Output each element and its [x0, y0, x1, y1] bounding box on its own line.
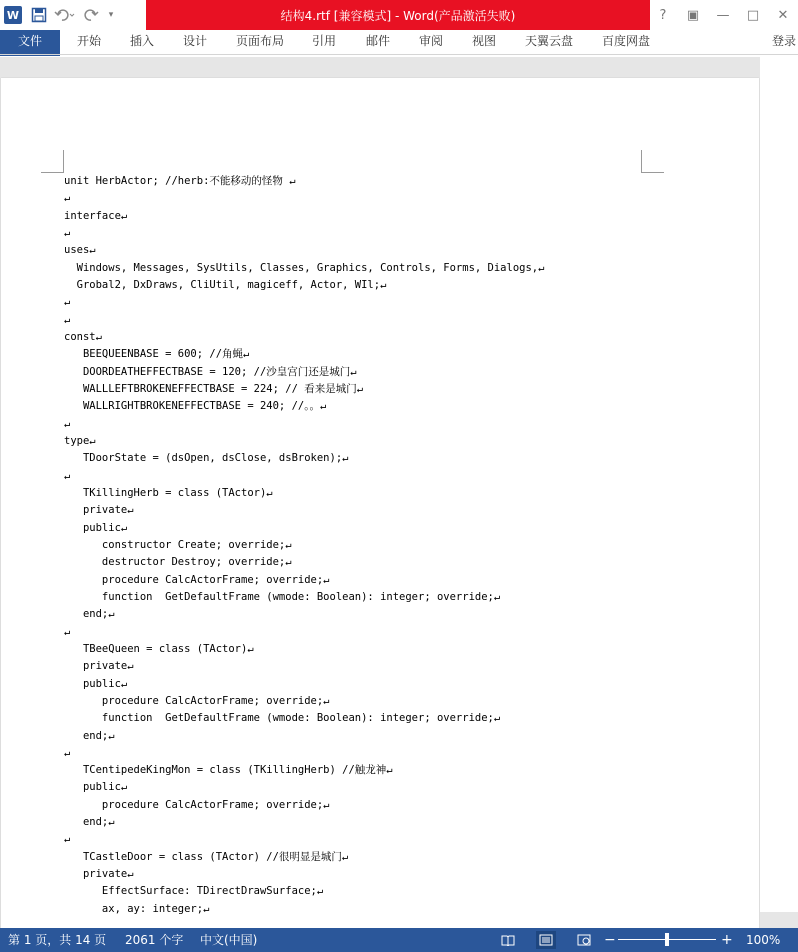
document-line[interactable]: unit HerbActor; //herb:不能移动的怪物 ↵ — [64, 175, 296, 187]
document-line[interactable]: ↵ — [64, 313, 71, 326]
document-line[interactable]: constructor Create; override;↵ — [64, 538, 292, 551]
document-line[interactable]: private↵ — [64, 868, 134, 881]
document-line[interactable]: TBeeQueen = class (TActor)↵ — [64, 642, 254, 655]
document-line[interactable]: procedure CalcActorFrame; override;↵ — [64, 798, 330, 811]
document-line[interactable]: TDoorState = (dsOpen, dsClose, dsBroken);↵ — [64, 452, 349, 465]
restore-button[interactable] — [738, 0, 768, 30]
minimize-icon: — — [716, 7, 730, 23]
tab-insert[interactable]: 插入 — [130, 34, 155, 48]
word-app-icon[interactable] — [0, 0, 26, 30]
document-line[interactable]: function GetDefaultFrame (wmode: Boolean): integer; override;↵ — [64, 590, 501, 603]
tab-references[interactable]: 引用 — [312, 34, 337, 48]
redo-icon — [83, 7, 99, 23]
ribbon-display-icon: ▣ — [686, 7, 700, 23]
document-line[interactable]: end;↵ — [64, 608, 115, 621]
undo-button[interactable] — [52, 0, 78, 30]
tab-baidu-netdisk[interactable]: 百度网盘 — [602, 34, 651, 48]
document-line[interactable]: ↵ — [64, 833, 71, 846]
document-line[interactable]: ↵ — [64, 417, 71, 430]
document-line[interactable]: Windows, Messages, SysUtils, Classes, Graphics, Controls, Forms, Dialogs,↵ — [64, 261, 545, 274]
language-indicator[interactable]: 中文(中国) — [200, 933, 258, 947]
tab-tianyi-cloud[interactable]: 天翼云盘 — [525, 34, 574, 48]
web-layout-icon — [577, 934, 591, 946]
redo-button[interactable] — [78, 0, 104, 30]
status-bar — [0, 928, 798, 952]
document-line[interactable]: ↵ — [64, 226, 71, 239]
ribbon-tabs — [0, 30, 798, 56]
document-line[interactable]: public↵ — [64, 781, 128, 794]
document-line[interactable]: TCentipedeKingMon = class (TKillingHerb) //触龙神↵ — [64, 764, 393, 777]
crop-mark-top-right — [641, 150, 664, 173]
document-line[interactable]: ↵ — [64, 296, 71, 309]
document-line[interactable]: function GetDefaultFrame (wmode: Boolean): integer; override;↵ — [64, 712, 501, 725]
window-title: 结构4.rtf [兼容模式] - Word(产品激活失败) — [146, 0, 650, 30]
web-layout-button[interactable] — [574, 931, 594, 949]
page-count[interactable]: 第 1 页，共 14 页 — [8, 933, 107, 947]
document-line[interactable]: BEEQUEENBASE = 600; //角蝇↵ — [64, 348, 250, 361]
read-mode-icon — [501, 934, 515, 946]
vertical-scrollbar[interactable] — [760, 57, 798, 912]
document-line[interactable]: public↵ — [64, 677, 128, 690]
document-line[interactable]: private↵ — [64, 504, 134, 517]
close-button[interactable] — [768, 0, 798, 30]
tab-page-layout[interactable]: 页面布局 — [236, 34, 285, 48]
document-line[interactable]: WALLRIGHTBROKENEFFECTBASE = 240; //。。↵ — [64, 400, 327, 413]
zoom-out-button[interactable]: − — [604, 932, 616, 948]
document-line[interactable]: TCastleDoor = class (TActor) //很明显是城门↵ — [64, 850, 349, 863]
undo-icon — [54, 7, 76, 23]
document-line[interactable]: ↵ — [64, 192, 71, 205]
customize-toolbar-button[interactable] — [104, 0, 118, 30]
document-line[interactable]: DOORDEATHEFFECTBASE = 120; //沙皇宫门还是城门↵ — [64, 365, 357, 378]
print-layout-icon — [539, 934, 553, 946]
close-icon: ✕ — [777, 7, 789, 23]
document-line[interactable]: public↵ — [64, 521, 128, 534]
zoom-in-button[interactable]: + — [721, 932, 733, 948]
read-mode-button[interactable] — [498, 931, 518, 949]
zoom-level[interactable]: 100% — [746, 933, 781, 947]
ribbon-divider — [0, 54, 798, 55]
tab-review[interactable]: 审阅 — [419, 34, 444, 48]
document-line[interactable]: Grobal2, DxDraws, CliUtil, magiceff, Actor, WIl;↵ — [64, 278, 387, 291]
zoom-slider-thumb[interactable] — [665, 933, 669, 946]
minimize-button[interactable] — [708, 0, 738, 30]
tab-design[interactable]: 设计 — [183, 34, 208, 48]
tab-file[interactable]: 文件 — [0, 30, 60, 56]
document-area[interactable] — [0, 57, 798, 928]
restore-icon: □ — [746, 7, 760, 23]
ribbon-display-button[interactable] — [678, 0, 708, 30]
document-line[interactable]: ↵ — [64, 469, 71, 482]
tab-home[interactable]: 开始 — [77, 34, 102, 48]
document-line[interactable]: procedure CalcActorFrame; override;↵ — [64, 694, 330, 707]
document-line[interactable]: WALLLEFTBROKENEFFECTBASE = 224; // 看来是城门↵ — [64, 382, 364, 395]
word-logo: W — [4, 6, 22, 24]
document-line[interactable]: ↵ — [64, 746, 71, 759]
print-layout-button[interactable] — [536, 931, 556, 949]
document-line[interactable]: end;↵ — [64, 729, 115, 742]
document-line[interactable]: EffectSurface: TDirectDrawSurface;↵ — [64, 885, 324, 898]
document-text[interactable] — [1, 173, 759, 918]
document-line[interactable]: destructor Destroy; override;↵ — [64, 556, 292, 569]
help-button[interactable] — [648, 0, 678, 30]
document-line[interactable]: interface↵ — [64, 209, 128, 222]
save-icon — [31, 7, 47, 23]
document-line[interactable]: uses↵ — [64, 244, 96, 257]
document-line[interactable]: procedure CalcActorFrame; override;↵ — [64, 573, 330, 586]
tab-view[interactable]: 视图 — [472, 34, 497, 48]
tab-mailings[interactable]: 邮件 — [366, 34, 391, 48]
document-line[interactable]: end;↵ — [64, 816, 115, 829]
word-count[interactable]: 2061 个字 — [125, 933, 184, 947]
document-page[interactable] — [1, 78, 759, 928]
help-icon: ? — [659, 7, 667, 23]
document-line[interactable]: TKillingHerb = class (TActor)↵ — [64, 486, 273, 499]
crop-mark-top-left — [41, 150, 64, 173]
document-line[interactable]: const↵ — [64, 330, 102, 343]
chevron-down-icon: ▾ — [108, 10, 114, 20]
save-button[interactable] — [26, 0, 52, 30]
document-line[interactable]: private↵ — [64, 660, 134, 673]
document-line[interactable]: ↵ — [64, 625, 71, 638]
title-bar — [0, 0, 798, 30]
document-line[interactable]: type↵ — [64, 434, 96, 447]
document-line[interactable]: ax, ay: integer;↵ — [64, 902, 210, 915]
login-link[interactable]: 登录 — [772, 34, 797, 48]
